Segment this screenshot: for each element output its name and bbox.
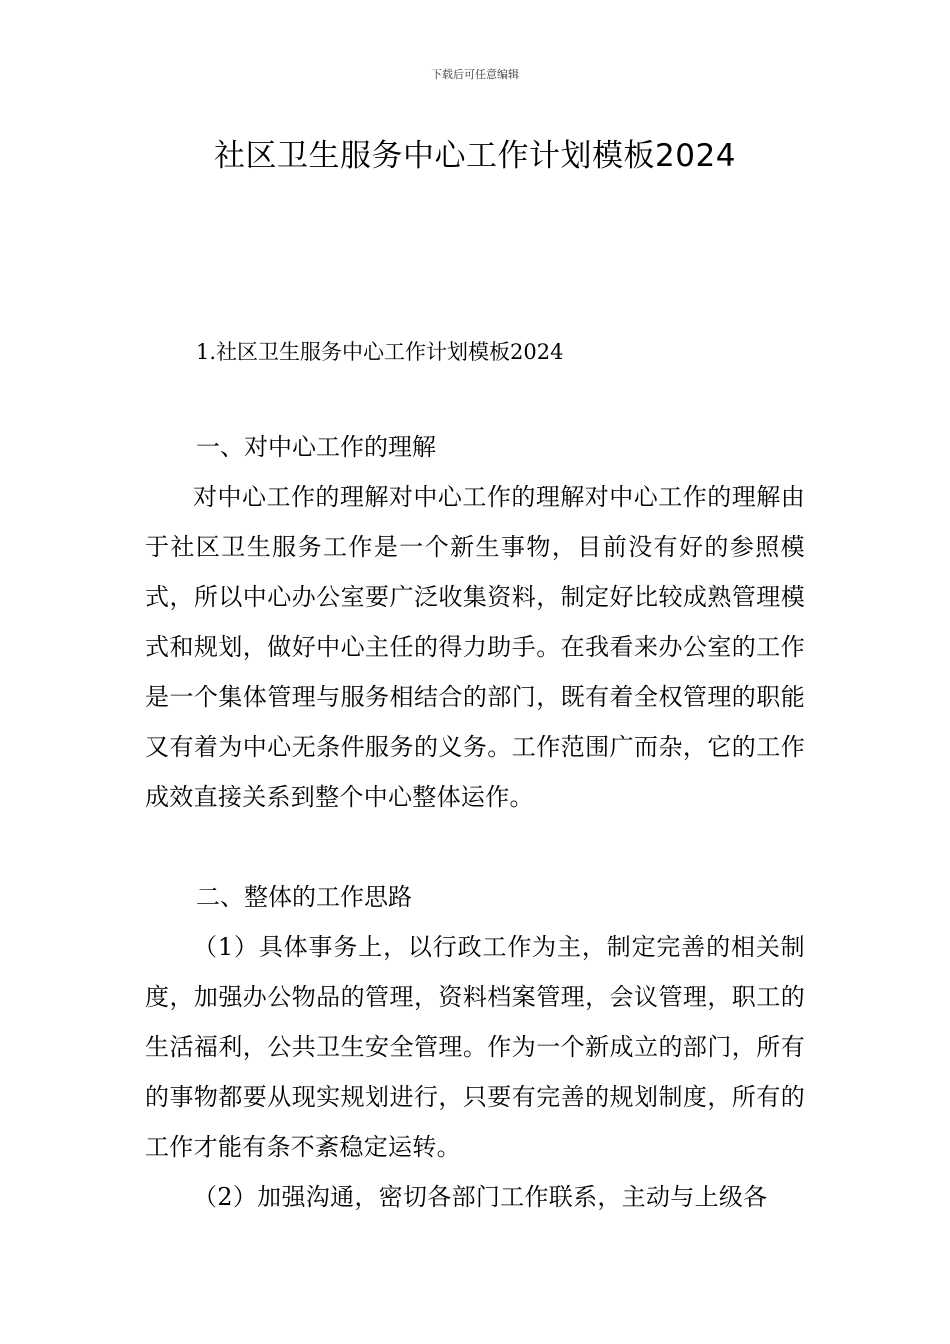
header-note: 下载后可任意编辑 <box>431 68 519 81</box>
section1-heading: 一、对中心工作的理解 <box>196 433 436 461</box>
section2-paragraph-2: （2）加强沟通，密切各部门工作联系，主动与上级各 <box>193 1183 768 1211</box>
item-heading: 1.社区卫生服务中心工作计划模板2024 <box>196 340 564 364</box>
section2-paragraph-1: （1）具体事务上，以行政工作为主，制定完善的相关制度，加强办公物品的管理，资料档案管理，会议管理，职工的生活福利，公共卫生安全管理。作为一个新成立的部门，所有的事物都要从现实规划进行，只要有完善的规划制度，所有的工作才能有条不紊稳定运转。 <box>145 933 805 1161</box>
section2-heading: 二、整体的工作思路 <box>196 883 412 911</box>
document-title: 社区卫生服务中心工作计划模板2024 <box>214 138 736 174</box>
section1-paragraph: 对中心工作的理解对中心工作的理解对中心工作的理解由于社区卫生服务工作是一个新生事物，目前没有好的参照模式，所以中心办公室要广泛收集资料，制定好比较成熟管理模式和规划，做好中心主任的得力助手。在我看来办公室的工作是一个集体管理与服务相结合的部门，既有着全权管理的职能又有着为中心无条件服务的义务。工作范围广而杂，它的工作成效直接关系到整个中心整体运作。 <box>145 483 805 811</box>
